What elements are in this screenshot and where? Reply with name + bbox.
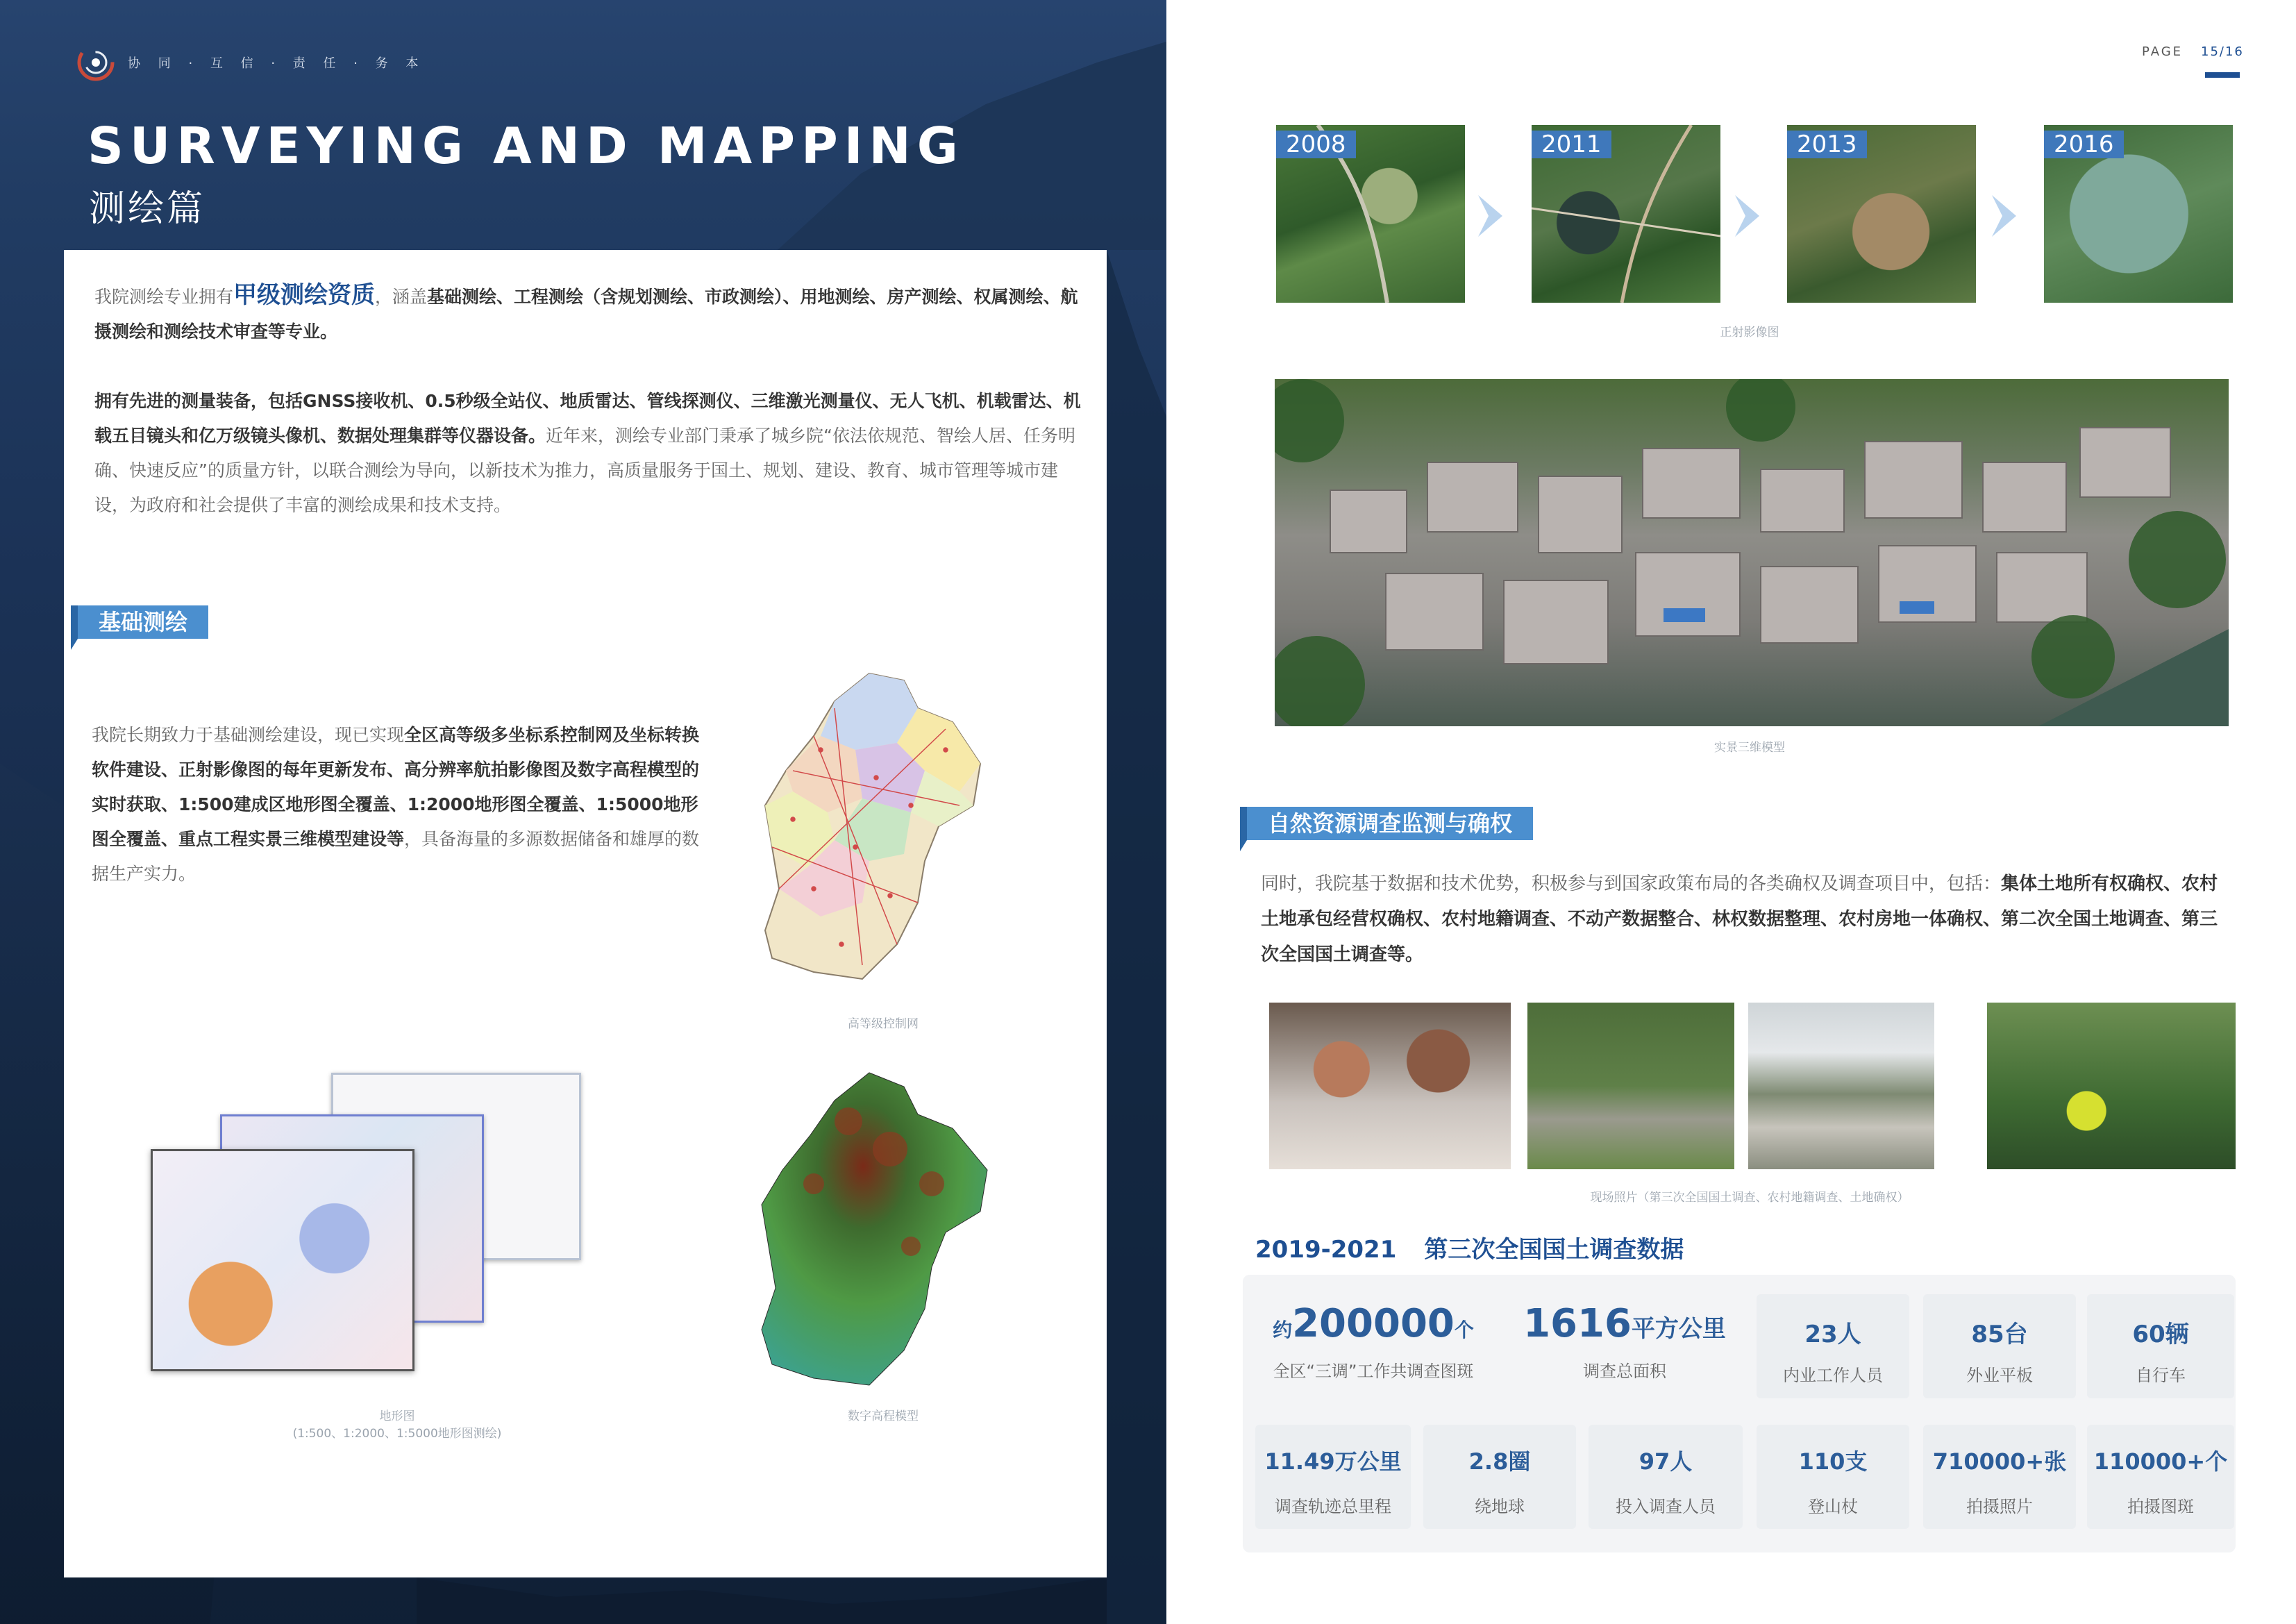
caption-topo-title: 地形图 <box>379 1409 415 1423</box>
stat-photo-patches <box>2087 1425 2234 1529</box>
year-tag-2008: 2008 <box>1276 131 1356 158</box>
page-title-en: SURVEYING AND MAPPING <box>87 117 964 175</box>
stats-years: 2019-2021 <box>1255 1236 1397 1264</box>
caption-topo-subtitle: (1:500、1:2000、1:5000地形图测绘) <box>292 1427 502 1441</box>
ortho-image-2008 <box>1276 125 1465 303</box>
ortho-image-2013 <box>1787 125 1976 303</box>
caption-3d-model: 实景三维模型 <box>1714 741 1785 755</box>
stat-label: 外业平板 <box>1966 1366 2033 1385</box>
stat-number: 110支 <box>1798 1448 1868 1475</box>
intro-bold-text: 基础测绘、工程测绘（含规划测绘、市政测绘）、用地测绘、房产测绘、权属测绘、航摄测绘和测绘技术审查等专业。 <box>94 287 1078 342</box>
page-indicator-bar <box>2205 72 2240 78</box>
stat-office-staff <box>1757 1294 1909 1398</box>
year-tag-2016: 2016 <box>2044 131 2124 158</box>
logo-icon <box>76 43 115 82</box>
basic-bold-text: 全区高等级多坐标系控制网及坐标转换软件建设、正射影像图的每年更新发布、高分辨率航拍影像图及数字高程模型的实时获取、1:500建成区地形图全覆盖、1:2000地形图全覆盖、1:5000地形图全覆盖、重点工程实景三维模型建设等 <box>92 725 700 849</box>
year-tag-2013: 2013 <box>1787 131 1867 158</box>
stats-title: 第三次全国国土调查数据 <box>1424 1236 1684 1264</box>
nr-bold-text: 集体土地所有权确权、农村土地承包经营权确权、农村地籍调查、不动产数据整合、林权数据整理、农村房地一体确权、第二次全国土地调查、第三次全国国土调查等。 <box>1261 873 2218 965</box>
stat-hiking-poles <box>1757 1425 1909 1529</box>
equipment-text: 拥有先进的测量装备，包括GNSS接收机、0.5秒级全站仪、地质雷达、管线探测仪、三维激光测量仪、无人飞机、机载雷达、机载五目镜头和亿万级镜头像机、数据处理集群等仪器设备。 <box>94 391 1081 446</box>
stat-label: 调查轨迹总里程 <box>1275 1497 1391 1516</box>
stat-prefix: 约 <box>1273 1319 1293 1341</box>
stat-bicycles <box>2087 1294 2234 1398</box>
stat-label: 绕地球 <box>1475 1497 1525 1516</box>
stat-patches <box>1255 1291 1491 1403</box>
ortho-image-2016 <box>2044 125 2233 303</box>
ortho-image-2011 <box>1532 125 1720 303</box>
caption-dem: 数字高程模型 <box>848 1409 919 1423</box>
stat-track-mileage <box>1255 1425 1411 1529</box>
logo-row <box>76 43 425 82</box>
stat-label: 投入调查人员 <box>1616 1497 1716 1516</box>
stat-value <box>1507 1301 1743 1346</box>
stat-number: 85台 <box>1971 1321 2028 1348</box>
stat-earth-laps <box>1423 1425 1576 1529</box>
stat-value <box>1255 1301 1491 1346</box>
control-network-map <box>751 667 1001 986</box>
motto-text: 协 同 · 互 信 · 责 任 · 务 本 <box>128 56 426 71</box>
page-label: PAGE <box>2142 44 2184 59</box>
content-card <box>64 250 1107 1577</box>
basic-text: ，具备海量的多源数据储备和雄厚的数据生产实力。 <box>92 829 700 884</box>
page-number: 15/16 <box>2201 44 2244 59</box>
page-title-cn: 测绘篇 <box>89 188 206 230</box>
natural-resources-paragraph <box>1261 867 2226 973</box>
field-photo-3 <box>1748 1003 1934 1169</box>
intro-paragraph-1 <box>94 278 1087 349</box>
stat-label: 调查总面积 <box>1583 1362 1666 1381</box>
nr-text: 同时，我院基于数据和技术优势，积极参与到国家政策布局的各类确权及调查项目中，包括： <box>1261 873 2002 894</box>
stat-number: 60辆 <box>2132 1321 2189 1348</box>
caption-topographic-map <box>217 1406 578 1441</box>
basic-text: 我院长期致力于基础测绘建设，现已实现 <box>92 725 405 745</box>
policy-text: 近年来，测绘专业部门秉承了城乡院“依法依规范、智绘人居、任务明确、快速反应”的质量方针，以联合测绘为导向，以新技术为推力，高质量服务于国土、规划、建设、教育、城市管理等城市建设，为政府和社会提供了丰富的测绘成果和技术支持。 <box>94 426 1075 515</box>
qualification-highlight: 甲级测绘资质 <box>233 281 376 309</box>
village-buildings <box>1275 379 2229 726</box>
chevron-right-icon <box>1732 192 1766 240</box>
intro-text: 我院测绘专业拥有 <box>94 287 234 307</box>
topographic-map-stack <box>151 1073 595 1378</box>
year-tag-2011: 2011 <box>1532 131 1611 158</box>
caption-control-network: 高等级控制网 <box>848 1017 919 1031</box>
section-tag-natural-resources: 自然资源调查监测与确权 <box>1247 807 1533 840</box>
stat-number: 110000+个 <box>2093 1448 2228 1475</box>
stat-label: 拍摄照片 <box>1966 1497 2033 1516</box>
caption-ortho: 正射影像图 <box>1720 326 1779 340</box>
dem-map <box>751 1066 1001 1392</box>
intro-text: ，涵盖 <box>375 287 428 307</box>
topo-sheet-front <box>151 1149 414 1371</box>
stat-number: 710000+张 <box>1932 1448 2067 1475</box>
intro-paragraph-2 <box>94 384 1087 523</box>
stat-number: 11.49万公里 <box>1264 1448 1402 1475</box>
chevron-right-icon <box>1475 192 1509 240</box>
stat-label: 拍摄图斑 <box>2127 1497 2194 1516</box>
stat-number: 1616 <box>1523 1301 1632 1346</box>
stat-area <box>1507 1291 1743 1403</box>
stat-label: 全区“三调”工作共调查图斑 <box>1273 1362 1474 1381</box>
stat-label: 自行车 <box>2136 1366 2186 1385</box>
field-photo-1 <box>1269 1003 1511 1169</box>
stat-unit: 平方公里 <box>1631 1315 1726 1343</box>
caption-field-photos: 现场照片（第三次全国国土调查、农村地籍调查、土地确权） <box>1590 1191 1909 1205</box>
stat-number: 23人 <box>1804 1321 1861 1348</box>
stat-investigators <box>1589 1425 1743 1529</box>
stat-tablets <box>1923 1294 2076 1398</box>
stat-number: 97人 <box>1639 1448 1693 1475</box>
chevron-right-icon <box>1988 192 2023 240</box>
field-photo-2 <box>1527 1003 1734 1169</box>
basic-survey-paragraph <box>92 718 703 891</box>
stat-label: 登山杖 <box>1808 1497 1858 1516</box>
3d-village-model <box>1275 379 2229 726</box>
stat-number: 200000 <box>1292 1301 1455 1346</box>
stat-label: 内业工作人员 <box>1783 1366 1883 1385</box>
stat-unit: 个 <box>1454 1319 1474 1341</box>
field-photo-4 <box>1987 1003 2236 1169</box>
stat-number: 2.8圈 <box>1468 1448 1531 1475</box>
stats-heading <box>1255 1230 1711 1264</box>
stat-photos <box>1923 1425 2076 1529</box>
section-tag-basic-survey: 基础测绘 <box>78 605 208 639</box>
